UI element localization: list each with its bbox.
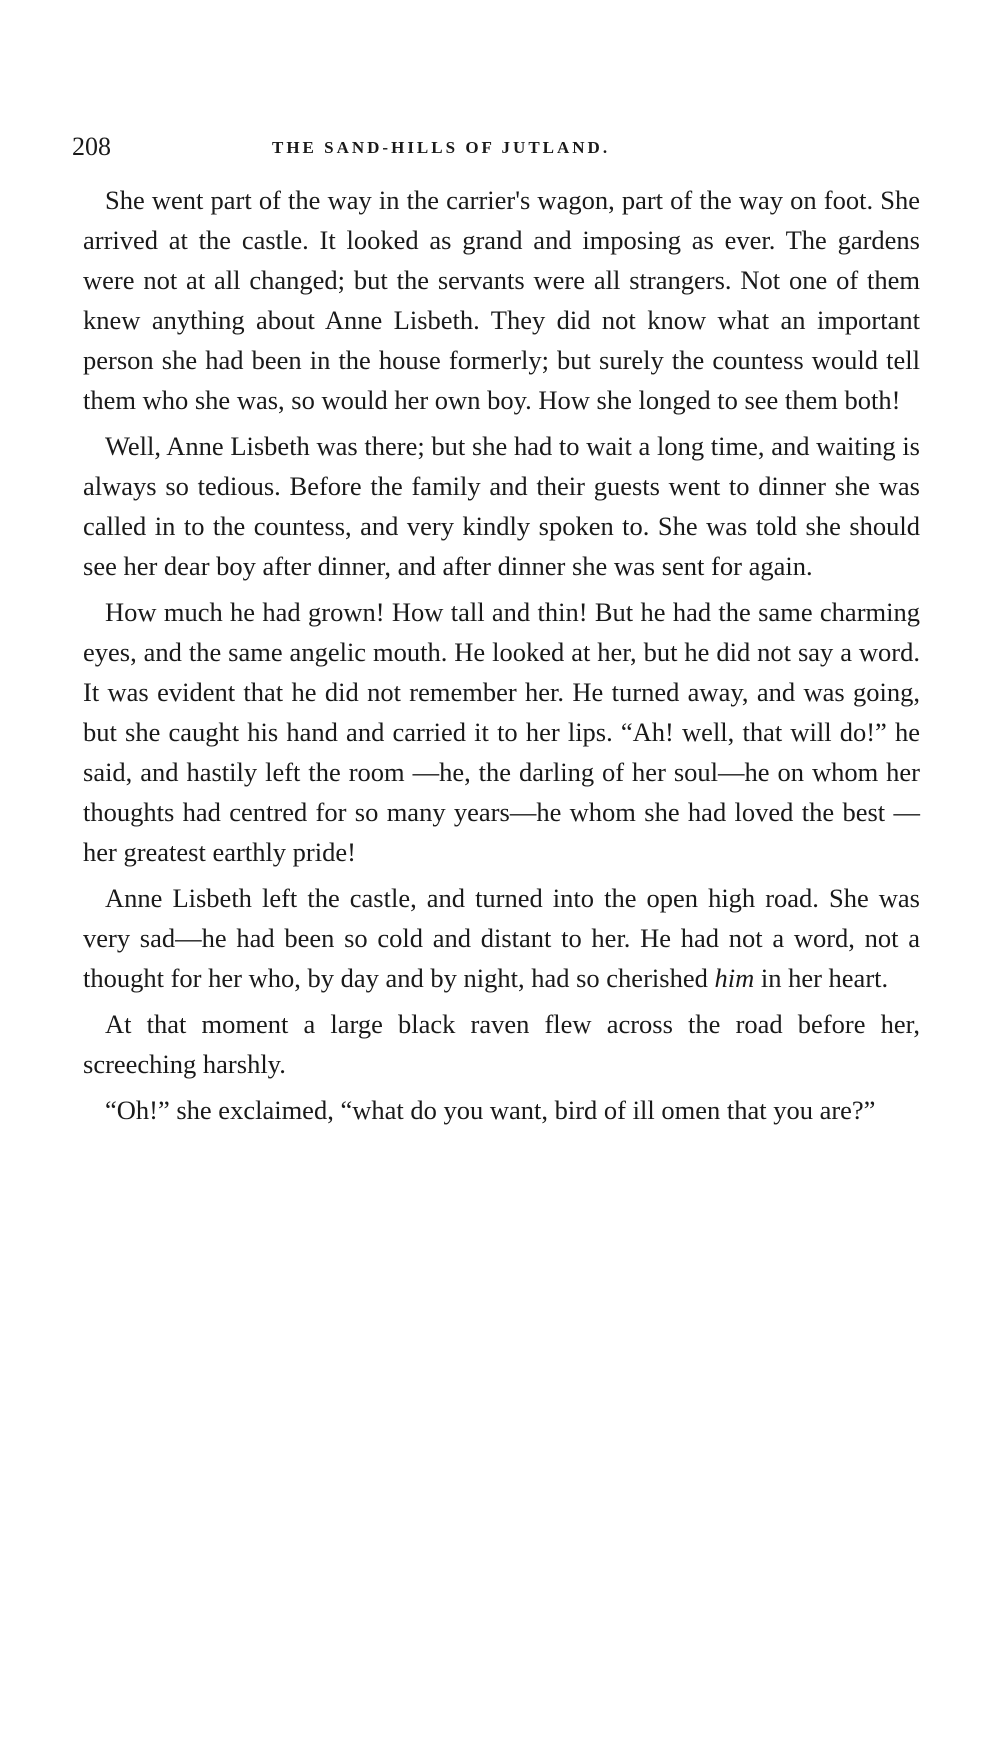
running-title: THE SAND-HILLS OF JUTLAND.	[272, 138, 611, 157]
paragraph-4-emphasis: him	[714, 963, 755, 993]
paragraph-6: “Oh!” she exclaimed, “what do you want, bird of ill omen that you are?”	[105, 1095, 876, 1125]
paragraph-4	[83, 878, 920, 998]
paragraph-4-after: in her heart.	[754, 963, 889, 993]
paragraph-3: How much he had grown! How tall and thin! But he had the same charming eyes, and the same angelic mouth. He looked at her, but he did not say a word. It was evident that he did not remember her. He turned away, and was going, but she caught his hand and carried it to her lips. “Ah! well, that will do!” he said, and hastily left the room —he, the darling of her soul—he on whom her thoughts had centred for so many years—he whom she had loved the best —her greatest earthly pride!	[83, 597, 920, 867]
running-header	[72, 130, 920, 170]
body-text	[83, 180, 920, 1136]
paragraph-5: At that moment a large black raven flew across the road before her, screeching harshly.	[83, 1009, 920, 1079]
paragraph-1: She went part of the way in the carrier's wagon, part of the way on foot. She arrived at the castle. It looked as grand and imposing as ever. The gardens were not at all changed; but the servants were all strangers. Not one of them knew anything about Anne Lisbeth. They did not know what an important person she had been in the house formerly; but surely the countess would tell them who she was, so would her own boy. How she longed to see them both!	[83, 185, 920, 415]
paragraph-4-before: Anne Lisbeth left the castle, and turned into the open high road. She was very sad—he had been so cold and distant to her. He had not a word, not a thought for her who, by day and by night, had so cherished	[83, 883, 920, 993]
paragraph-2: Well, Anne Lisbeth was there; but she had to wait a long time, and waiting is always so tedious. Before the family and their guests went to dinner she was called in to the countess, and very kindly spoken to. She was told she should see her dear boy after dinner, and after dinner she was sent for again.	[83, 431, 920, 581]
page-number: 208	[72, 132, 111, 161]
